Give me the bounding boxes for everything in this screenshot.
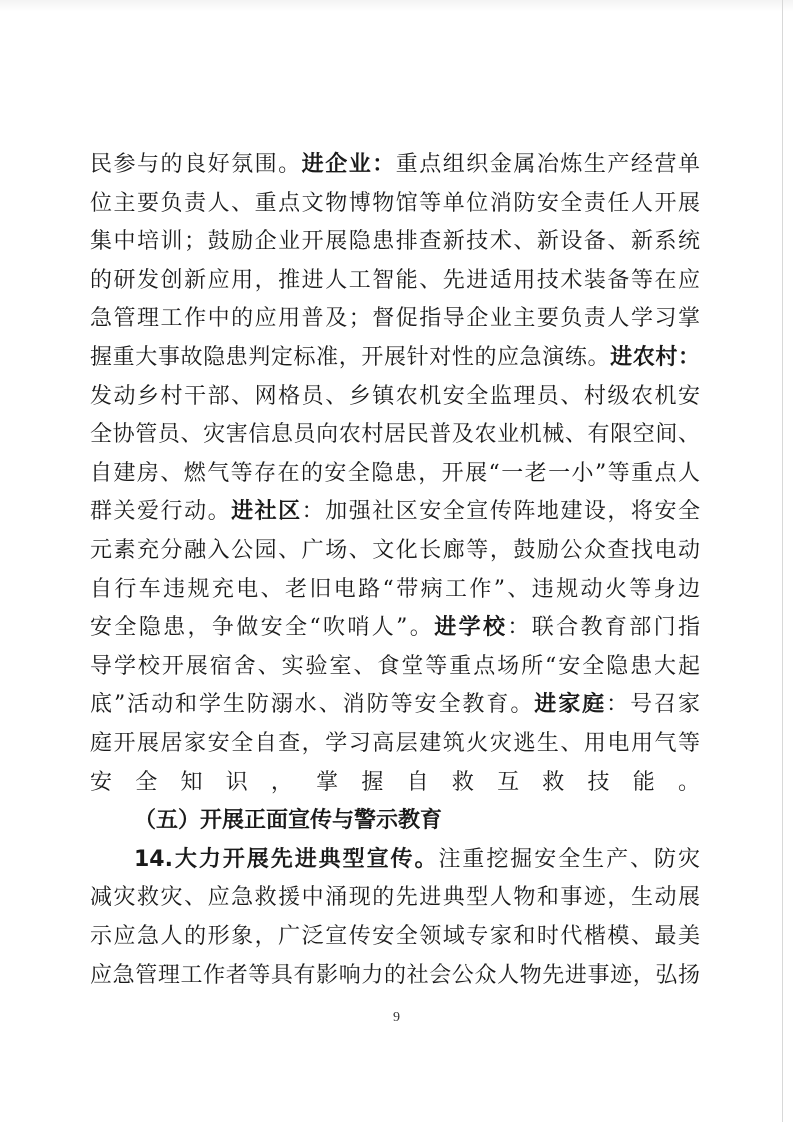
- text-line: [90, 536, 700, 566]
- text-line: [90, 922, 700, 952]
- bold-text-run: （五）开展正面宣传与警示教育: [134, 808, 443, 834]
- text-run: ：联合教育部门指: [507, 615, 700, 641]
- text-line: [90, 690, 700, 720]
- text-line: [90, 729, 700, 759]
- text-line: [90, 883, 700, 913]
- text-run: 底”活动和学生防溺水、消防等安全教育。: [90, 692, 535, 718]
- text-run: 发动乡村干部、网格员、乡镇农机安全监理员、村级农机安: [90, 383, 700, 409]
- text-run: 握重大事故隐患判定标准，开展针对性的应急演练。: [90, 345, 611, 370]
- text-line: [90, 613, 700, 643]
- text-run: 的研发创新应用，推进人工智能、先进适用技术装备等在应: [90, 267, 700, 293]
- text-run: 安全隐患，争做安全“吹哨人”。: [90, 615, 435, 641]
- text-run: 元素充分融入公园、广场、文化长廊等，鼓励公众查找电动: [90, 538, 700, 563]
- text-run: 急管理工作中的应用普及；督促指导企业主要负责人学习掌: [90, 306, 700, 332]
- text-run: 应急管理工作者等具有影响力的社会公众人物先进事迹，弘扬: [90, 962, 700, 988]
- text-line: [90, 459, 700, 489]
- text-run: 自行车违规充电、老旧电路“带病工作”、违规动火等身边: [90, 576, 700, 602]
- text-run: 导学校开展宿舍、实验室、食堂等重点场所“安全隐患大起: [90, 653, 700, 679]
- text-line: [90, 189, 700, 219]
- bold-text-run: 进学校: [434, 615, 508, 641]
- text-run: 群关爱行动。: [90, 499, 232, 525]
- text-run: 减灾救灾、应急救援中涌现的先进典型人物和事迹，生动展: [90, 885, 700, 911]
- text-line: [90, 343, 700, 373]
- text-line: [90, 382, 700, 412]
- text-line: [90, 845, 700, 875]
- bold-text-run: 进社区: [231, 499, 302, 525]
- text-line: [90, 304, 700, 334]
- text-line: [90, 497, 700, 527]
- bold-text-run: 14.大力开展先进典型宣传。: [134, 846, 439, 872]
- bold-text-run: 进家庭: [534, 692, 607, 718]
- text-line: [90, 961, 700, 991]
- text-line: [90, 150, 700, 180]
- text-run: 示应急人的形象，广泛宣传安全领域专家和时代楷模、最美: [90, 924, 700, 949]
- text-run: 集中培训；鼓励企业开展隐患排查新技术、新设备、新系统: [90, 229, 700, 255]
- text-run: 全协管员、灾害信息员向农村居民普及农业机械、有限空间、: [90, 422, 700, 448]
- text-run: 重点组织金属冶炼生产经营单: [395, 152, 700, 177]
- text-run: 安全知识，掌握自救互救技能。: [90, 769, 700, 795]
- text-line: [90, 266, 700, 296]
- text-line: [90, 420, 700, 450]
- text-run: ：号召家: [606, 692, 700, 718]
- scan-top-edge: [0, 0, 793, 12]
- text-run: 自建房、燃气等存在的安全隐患，开展“一老一小”等重点人: [90, 460, 700, 486]
- bold-text-run: 进企业：: [301, 152, 396, 177]
- text-run: 注重挖掘安全生产、防灾: [438, 846, 700, 872]
- text-run: 位主要负责人、重点文物博物馆等单位消防安全责任人开展: [90, 190, 700, 216]
- text-line: [90, 227, 700, 257]
- text-line: [90, 806, 700, 836]
- scan-right-edge: [782, 0, 783, 1122]
- text-line: [90, 652, 700, 682]
- bold-text-run: 进农村：: [610, 345, 700, 370]
- text-line: [90, 768, 700, 798]
- text-line: [90, 575, 700, 605]
- text-run: 民参与的良好氛围。: [90, 152, 302, 177]
- page-number: 9: [393, 1010, 400, 1025]
- text-run: 庭开展居家安全自查，学习高层建筑火灾逃生、用电用气等: [90, 731, 700, 756]
- text-run: ：加强社区安全宣传阵地建设，将安全: [301, 499, 700, 525]
